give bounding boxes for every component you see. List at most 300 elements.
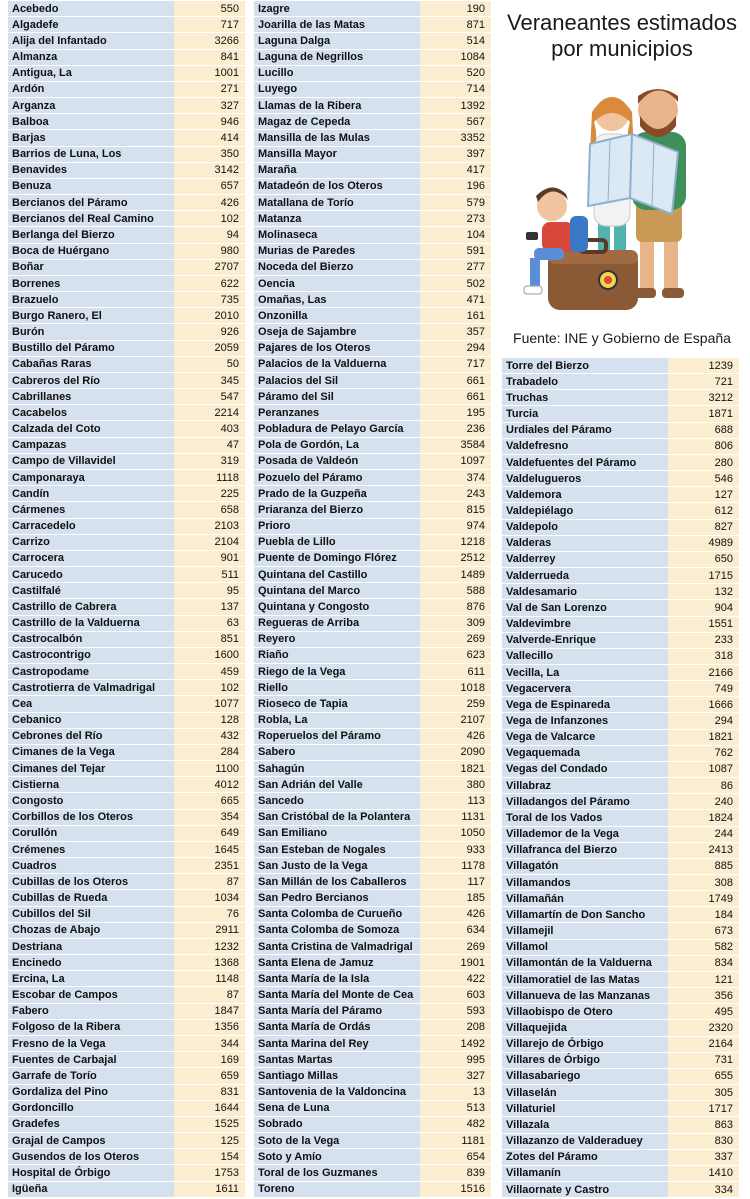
table-row <box>502 520 739 536</box>
municipality-name: Encinedo <box>8 955 174 971</box>
tourist-family-illustration <box>512 82 732 320</box>
municipality-name: Robla, La <box>254 713 420 729</box>
municipality-name: Candín <box>8 486 174 502</box>
table-row <box>502 972 739 988</box>
estimated-vacationers-value: 1087 <box>668 762 739 778</box>
municipality-name: Palacios de la Valduerna <box>254 357 420 373</box>
table-row <box>254 147 491 163</box>
table-row <box>502 843 739 859</box>
municipality-name: Vallecillo <box>502 649 668 665</box>
estimated-vacationers-value: 1645 <box>174 842 245 858</box>
municipality-name: Fabero <box>8 1004 174 1020</box>
municipality-name: Corullón <box>8 826 174 842</box>
estimated-vacationers-value: 309 <box>420 616 491 632</box>
table-row <box>502 697 739 713</box>
estimated-vacationers-value: 1218 <box>420 535 491 551</box>
estimated-vacationers-value: 2104 <box>174 535 245 551</box>
estimated-vacationers-value: 661 <box>420 389 491 405</box>
municipality-name: San Esteban de Nogales <box>254 842 420 858</box>
municipality-name: Villademor de la Vega <box>502 827 668 843</box>
table-row <box>8 308 245 324</box>
municipality-name: Garrafe de Torío <box>8 1068 174 1084</box>
municipality-name: San Pedro Bercianos <box>254 890 420 906</box>
title-line-2: por municipios <box>551 36 693 61</box>
municipality-name: San Cristóbal de la Polantera <box>254 810 420 826</box>
estimated-vacationers-value: 834 <box>668 956 739 972</box>
estimated-vacationers-value: 2413 <box>668 843 739 859</box>
table-row <box>8 971 245 987</box>
municipality-name: Benuza <box>8 179 174 195</box>
table-row <box>254 1020 491 1036</box>
estimated-vacationers-value: 717 <box>420 357 491 373</box>
estimated-vacationers-value: 1901 <box>420 955 491 971</box>
estimated-vacationers-value: 513 <box>420 1101 491 1117</box>
table-row <box>8 907 245 923</box>
table-row <box>502 552 739 568</box>
municipality-name: Pozuelo del Páramo <box>254 470 420 486</box>
municipality-name: Villamejil <box>502 923 668 939</box>
municipality-name: Santovenia de la Valdoncina <box>254 1085 420 1101</box>
table-row <box>8 939 245 955</box>
municipality-name: Castrotierra de Valmadrigal <box>8 680 174 696</box>
municipality-name: Prioro <box>254 519 420 535</box>
estimated-vacationers-value: 1368 <box>174 955 245 971</box>
municipality-name: Cubillas de Rueda <box>8 890 174 906</box>
municipality-name: Cabreros del Río <box>8 373 174 389</box>
table-row <box>8 1149 245 1165</box>
estimated-vacationers-value: 649 <box>174 826 245 842</box>
estimated-vacationers-value: 236 <box>420 421 491 437</box>
table-row <box>502 730 739 746</box>
table-row <box>254 777 491 793</box>
table-row <box>502 1117 739 1133</box>
estimated-vacationers-value: 588 <box>420 583 491 599</box>
table-row <box>502 907 739 923</box>
table-row <box>8 341 245 357</box>
municipality-name: Prado de la Guzpeña <box>254 486 420 502</box>
table-row <box>254 664 491 680</box>
table-row <box>8 729 245 745</box>
estimated-vacationers-value: 1847 <box>174 1004 245 1020</box>
table-row <box>254 82 491 98</box>
estimated-vacationers-value: 169 <box>174 1052 245 1068</box>
table-row <box>8 1101 245 1117</box>
municipality-name: Villasabariego <box>502 1069 668 1085</box>
municipality-name: Carracedelo <box>8 519 174 535</box>
municipality-name: Valdevimbre <box>502 617 668 633</box>
municipality-name: Villadangos del Páramo <box>502 794 668 810</box>
page-title <box>502 10 742 62</box>
estimated-vacationers-value: 1551 <box>668 617 739 633</box>
table-row <box>8 1117 245 1133</box>
municipality-name: Valdefuentes del Páramo <box>502 455 668 471</box>
municipality-name: Villazanzo de Valderaduey <box>502 1134 668 1150</box>
estimated-vacationers-value: 2911 <box>174 923 245 939</box>
table-row <box>254 405 491 421</box>
table-row <box>8 1165 245 1181</box>
table-row <box>254 1004 491 1020</box>
header-block <box>502 4 742 354</box>
municipality-name: Riello <box>254 680 420 696</box>
estimated-vacationers-value: 190 <box>420 1 491 17</box>
estimated-vacationers-value: 1239 <box>668 358 739 374</box>
estimated-vacationers-value: 1392 <box>420 98 491 114</box>
municipality-name: Torre del Bierzo <box>502 358 668 374</box>
estimated-vacationers-value: 269 <box>420 939 491 955</box>
estimated-vacationers-value: 345 <box>174 373 245 389</box>
estimated-vacationers-value: 995 <box>420 1052 491 1068</box>
table-row <box>8 664 245 680</box>
municipality-name: Villamañán <box>502 891 668 907</box>
municipality-name: Luyego <box>254 82 420 98</box>
table-row <box>254 163 491 179</box>
estimated-vacationers-value: 102 <box>174 211 245 227</box>
estimated-vacationers-value: 1356 <box>174 1020 245 1036</box>
estimated-vacationers-value: 511 <box>174 567 245 583</box>
municipality-name: San Emiliano <box>254 826 420 842</box>
table-row <box>8 535 245 551</box>
table-row <box>502 827 739 843</box>
estimated-vacationers-value: 380 <box>420 777 491 793</box>
estimated-vacationers-value: 1178 <box>420 858 491 874</box>
table-row <box>8 130 245 146</box>
table-row <box>502 1069 739 1085</box>
municipality-name: Villanueva de las Manzanas <box>502 988 668 1004</box>
municipality-name: Cabrillanes <box>8 389 174 405</box>
estimated-vacationers-value: 161 <box>420 308 491 324</box>
estimated-vacationers-value: 655 <box>668 1069 739 1085</box>
estimated-vacationers-value: 688 <box>668 423 739 439</box>
municipality-name: Valderas <box>502 536 668 552</box>
table-row <box>254 551 491 567</box>
estimated-vacationers-value: 1489 <box>420 567 491 583</box>
table-row <box>502 988 739 1004</box>
municipality-name: Castrocalbón <box>8 632 174 648</box>
estimated-vacationers-value: 50 <box>174 357 245 373</box>
table-row <box>8 114 245 130</box>
estimated-vacationers-value: 417 <box>420 163 491 179</box>
estimated-vacationers-value: 225 <box>174 486 245 502</box>
estimated-vacationers-value: 1749 <box>668 891 739 907</box>
municipality-name: Almanza <box>8 50 174 66</box>
municipality-name: Páramo del Sil <box>254 389 420 405</box>
table-row <box>502 600 739 616</box>
municipality-name: Pola de Gordón, La <box>254 438 420 454</box>
municipality-name: Quintana del Marco <box>254 583 420 599</box>
municipality-name: Campazas <box>8 438 174 454</box>
estimated-vacationers-value: 1717 <box>668 1101 739 1117</box>
municipality-name: Puente de Domingo Flórez <box>254 551 420 567</box>
municipality-name: Villagatón <box>502 859 668 875</box>
municipality-name: Villamol <box>502 940 668 956</box>
municipality-name: Ercina, La <box>8 971 174 987</box>
table-row <box>254 793 491 809</box>
table-row <box>8 842 245 858</box>
municipality-name: Toreno <box>254 1182 420 1198</box>
table-row <box>254 583 491 599</box>
municipality-name: Folgoso de la Ribera <box>8 1020 174 1036</box>
municipality-name: Quintana del Castillo <box>254 567 420 583</box>
estimated-vacationers-value: 233 <box>668 633 739 649</box>
municipality-name: San Adrián del Valle <box>254 777 420 793</box>
estimated-vacationers-value: 294 <box>420 341 491 357</box>
estimated-vacationers-value: 459 <box>174 664 245 680</box>
table-row <box>502 1037 739 1053</box>
table-row <box>254 292 491 308</box>
estimated-vacationers-value: 422 <box>420 971 491 987</box>
table-row <box>254 1182 491 1198</box>
municipality-name: Murias de Paredes <box>254 244 420 260</box>
table-row <box>8 987 245 1003</box>
estimated-vacationers-value: 195 <box>420 405 491 421</box>
municipality-name: Turcia <box>502 406 668 422</box>
municipality-name: Castrocontrigo <box>8 648 174 664</box>
table-row <box>8 777 245 793</box>
table-row <box>254 648 491 664</box>
municipality-name: Villamontán de la Valduerna <box>502 956 668 972</box>
table-row <box>502 1004 739 1020</box>
municipality-name: San Millán de los Caballeros <box>254 874 420 890</box>
municipality-name: Benavides <box>8 163 174 179</box>
table-row <box>502 584 739 600</box>
table-row <box>254 1085 491 1101</box>
municipality-name: Mansilla Mayor <box>254 147 420 163</box>
municipality-name: Villamoratiel de las Matas <box>502 972 668 988</box>
municipality-name: Burón <box>8 324 174 340</box>
table-row <box>502 1150 739 1166</box>
table-row <box>502 536 739 552</box>
table-row <box>502 503 739 519</box>
table-row <box>254 567 491 583</box>
table-row <box>8 1182 245 1198</box>
estimated-vacationers-value: 102 <box>174 680 245 696</box>
estimated-vacationers-value: 47 <box>174 438 245 454</box>
table-row <box>254 389 491 405</box>
municipality-name: Matadeón de los Oteros <box>254 179 420 195</box>
estimated-vacationers-value: 1100 <box>174 761 245 777</box>
estimated-vacationers-value: 582 <box>668 940 739 956</box>
municipality-name: Sabero <box>254 745 420 761</box>
estimated-vacationers-value: 749 <box>668 681 739 697</box>
estimated-vacationers-value: 622 <box>174 276 245 292</box>
estimated-vacationers-value: 350 <box>174 147 245 163</box>
estimated-vacationers-value: 579 <box>420 195 491 211</box>
table-row <box>254 324 491 340</box>
table-row <box>502 956 739 972</box>
municipality-name: Alija del Infantado <box>8 33 174 49</box>
estimated-vacationers-value: 612 <box>668 503 739 519</box>
municipality-column-3 <box>502 358 739 1198</box>
estimated-vacationers-value: 196 <box>420 179 491 195</box>
estimated-vacationers-value: 1600 <box>174 648 245 664</box>
estimated-vacationers-value: 1131 <box>420 810 491 826</box>
estimated-vacationers-value: 3352 <box>420 130 491 146</box>
estimated-vacationers-value: 2090 <box>420 745 491 761</box>
table-row <box>8 1068 245 1084</box>
estimated-vacationers-value: 661 <box>420 373 491 389</box>
table-row <box>8 438 245 454</box>
estimated-vacationers-value: 904 <box>668 600 739 616</box>
estimated-vacationers-value: 827 <box>668 520 739 536</box>
estimated-vacationers-value: 1118 <box>174 470 245 486</box>
table-row <box>8 244 245 260</box>
estimated-vacationers-value: 735 <box>174 292 245 308</box>
municipality-name: Puebla de Lillo <box>254 535 420 551</box>
estimated-vacationers-value: 3584 <box>420 438 491 454</box>
table-row <box>254 502 491 518</box>
estimated-vacationers-value: 2320 <box>668 1020 739 1036</box>
municipality-name: Vega de Espinareda <box>502 697 668 713</box>
table-row <box>8 1133 245 1149</box>
estimated-vacationers-value: 208 <box>420 1020 491 1036</box>
table-row <box>8 680 245 696</box>
table-row <box>254 955 491 971</box>
estimated-vacationers-value: 1821 <box>420 761 491 777</box>
municipality-name: Hospital de Órbigo <box>8 1165 174 1181</box>
municipality-name: Laguna de Negrillos <box>254 50 420 66</box>
municipality-name: Valdepiélago <box>502 503 668 519</box>
estimated-vacationers-value: 502 <box>420 276 491 292</box>
table-row <box>254 130 491 146</box>
municipality-name: Valverde-Enrique <box>502 633 668 649</box>
table-row <box>254 486 491 502</box>
table-row <box>254 438 491 454</box>
municipality-name: Toral de los Guzmanes <box>254 1165 420 1181</box>
table-row <box>8 858 245 874</box>
table-row <box>254 373 491 389</box>
municipality-name: Palacios del Sil <box>254 373 420 389</box>
estimated-vacationers-value: 623 <box>420 648 491 664</box>
municipality-name: Soto y Amío <box>254 1149 420 1165</box>
table-row <box>8 648 245 664</box>
table-row <box>8 1052 245 1068</box>
estimated-vacationers-value: 514 <box>420 33 491 49</box>
table-row <box>8 147 245 163</box>
estimated-vacationers-value: 831 <box>174 1085 245 1101</box>
table-row <box>8 713 245 729</box>
table-row <box>254 1117 491 1133</box>
municipality-name: Cuadros <box>8 858 174 874</box>
table-row <box>254 17 491 33</box>
table-row <box>254 874 491 890</box>
municipality-name: Villamartín de Don Sancho <box>502 907 668 923</box>
estimated-vacationers-value: 1821 <box>668 730 739 746</box>
estimated-vacationers-value: 273 <box>420 211 491 227</box>
table-row <box>8 810 245 826</box>
municipality-name: Sancedo <box>254 793 420 809</box>
estimated-vacationers-value: 482 <box>420 1117 491 1133</box>
municipality-name: Maraña <box>254 163 420 179</box>
municipality-name: Villaornate y Castro <box>502 1182 668 1198</box>
municipality-name: Soto de la Vega <box>254 1133 420 1149</box>
table-row <box>502 1134 739 1150</box>
table-row <box>254 696 491 712</box>
estimated-vacationers-value: 1644 <box>174 1101 245 1117</box>
municipality-name: Pajares de los Oteros <box>254 341 420 357</box>
estimated-vacationers-value: 654 <box>420 1149 491 1165</box>
table-row <box>8 33 245 49</box>
table-row <box>502 940 739 956</box>
estimated-vacationers-value: 354 <box>174 810 245 826</box>
table-row <box>502 1085 739 1101</box>
estimated-vacationers-value: 308 <box>668 875 739 891</box>
municipality-name: Algadefe <box>8 17 174 33</box>
estimated-vacationers-value: 926 <box>174 324 245 340</box>
municipality-name: Santa María de la Isla <box>254 971 420 987</box>
table-row <box>8 1020 245 1036</box>
table-row <box>8 890 245 906</box>
table-row <box>502 390 739 406</box>
municipality-name: Villaquejida <box>502 1020 668 1036</box>
estimated-vacationers-value: 154 <box>174 1149 245 1165</box>
municipality-name: Cubillas de los Oteros <box>8 874 174 890</box>
table-row <box>8 696 245 712</box>
municipality-name: Bercianos del Páramo <box>8 195 174 211</box>
estimated-vacationers-value: 603 <box>420 987 491 1003</box>
estimated-vacationers-value: 1034 <box>174 890 245 906</box>
municipality-name: Villazala <box>502 1117 668 1133</box>
estimated-vacationers-value: 1001 <box>174 66 245 82</box>
table-row <box>8 389 245 405</box>
municipality-name: Crémenes <box>8 842 174 858</box>
municipality-name: Valdepolo <box>502 520 668 536</box>
table-row <box>8 745 245 761</box>
estimated-vacationers-value: 4012 <box>174 777 245 793</box>
table-row <box>8 583 245 599</box>
municipality-name: Sobrado <box>254 1117 420 1133</box>
municipality-name: Borrenes <box>8 276 174 292</box>
municipality-name: Carrocera <box>8 551 174 567</box>
municipality-name: Rioseco de Tapia <box>254 696 420 712</box>
municipality-name: Vegacervera <box>502 681 668 697</box>
estimated-vacationers-value: 717 <box>174 17 245 33</box>
table-row <box>8 955 245 971</box>
municipality-name: Cacabelos <box>8 405 174 421</box>
municipality-name: Villarejo de Órbigo <box>502 1037 668 1053</box>
estimated-vacationers-value: 137 <box>174 599 245 615</box>
municipality-name: Santas Martas <box>254 1052 420 1068</box>
table-row <box>502 1101 739 1117</box>
estimated-vacationers-value: 650 <box>668 552 739 568</box>
estimated-vacationers-value: 806 <box>668 439 739 455</box>
table-row <box>254 470 491 486</box>
table-row <box>254 1068 491 1084</box>
estimated-vacationers-value: 980 <box>174 244 245 260</box>
estimated-vacationers-value: 1084 <box>420 50 491 66</box>
table-row <box>254 357 491 373</box>
table-row <box>254 535 491 551</box>
table-row <box>254 308 491 324</box>
municipality-name: Corbillos de los Oteros <box>8 810 174 826</box>
estimated-vacationers-value: 634 <box>420 923 491 939</box>
estimated-vacationers-value: 397 <box>420 147 491 163</box>
estimated-vacationers-value: 3142 <box>174 163 245 179</box>
table-row <box>254 858 491 874</box>
table-row <box>8 502 245 518</box>
estimated-vacationers-value: 113 <box>420 793 491 809</box>
municipality-name: Omañas, Las <box>254 292 420 308</box>
municipality-name: Arganza <box>8 98 174 114</box>
municipality-name: Regueras de Arriba <box>254 616 420 632</box>
municipality-name: Matallana de Torío <box>254 195 420 211</box>
table-row <box>254 276 491 292</box>
municipality-name: Valdesamario <box>502 584 668 600</box>
table-row <box>8 260 245 276</box>
municipality-name: Oseja de Sajambre <box>254 324 420 340</box>
municipality-name: Vegas del Condado <box>502 762 668 778</box>
table-row <box>8 421 245 437</box>
estimated-vacationers-value: 1232 <box>174 939 245 955</box>
